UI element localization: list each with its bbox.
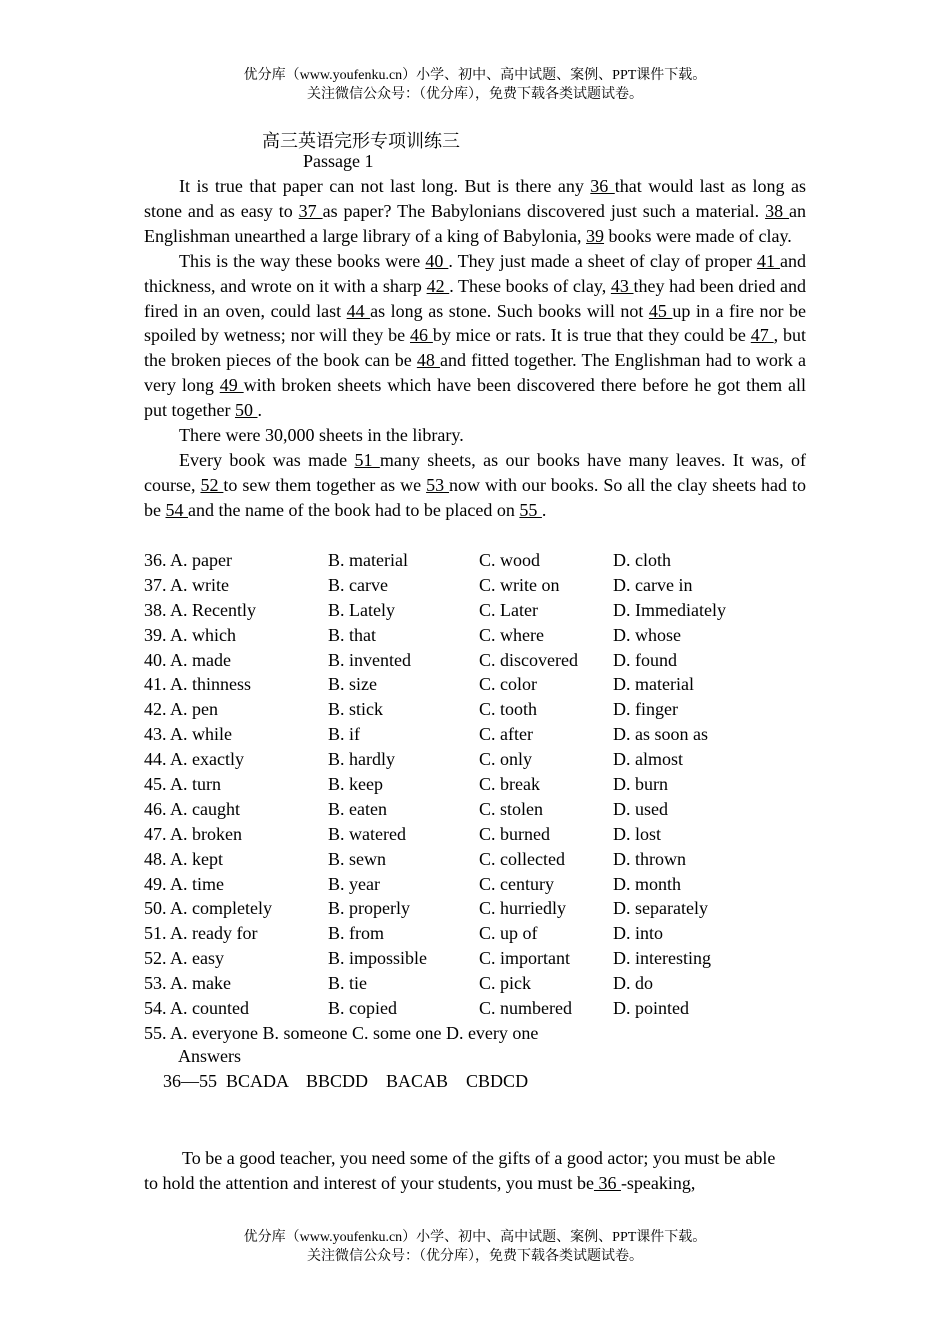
option-choice: B. Lately [328,599,395,620]
option-choice: C. discovered [479,649,578,670]
blank-39: 39 [586,225,605,246]
option-choice: 47. A. broken [144,823,242,844]
option-choice: 39. A. which [144,624,236,645]
header-line-1: 优分库（www.youfenku.cn）小学、初中、高中试题、案例、PPT课件下载。 [243,68,707,83]
option-choice: C. wood [479,550,541,570]
option-choice: D. almost [613,749,683,770]
option-choice: D. whose [613,624,681,645]
option-choice: B. watered [328,823,406,844]
blank-38: 38 [765,200,789,221]
blank-52: 52 [200,474,224,495]
option-choice: 53. A. make [144,973,231,994]
blank-37: 37 [298,200,323,221]
blank-36: 36 [590,176,615,196]
option-choice: B. that [328,624,376,645]
option-choice: C. color [479,674,537,695]
passage-2-paragraph: To be a good teacher, you need some of the gifts of a good actor; you must be able to hold the attention and interest of your students, you must be 36 -speaking, [144,1148,776,1193]
blank-36-passage-2: 36 [593,1172,621,1193]
option-choice: C. stolen [479,798,544,819]
option-choice: B. stick [328,699,384,720]
option-choice: B. impossible [328,948,428,969]
option-choice: B. if [328,724,361,745]
page-header [0,66,950,104]
blank-50: 50 [234,400,258,421]
blank-49: 49 [219,375,244,396]
answers-key: 36—55 BCADA BBCDD BACAB CBDCD [163,1071,529,1091]
paragraph-2: This is the way these books were 40 . They just made a sheet of clay of proper 41 and thickness, and wrote on it with a sharp 42 . These books of clay, 43 they had been dried and fired in an oven, could last 44 as long as stone. Such books will not 45 up in a fire nor be spoiled by wetness; nor will they be 46 by mice or rats. It is true that they could be 47 , but the broken pieces of the book can be 48 and fitted together. The Englishman had to work a very long 49 with broken sheets which have been discovered there before he got them all put together 50 . [144,250,807,421]
blank-54: 54 [165,499,188,520]
option-choice: B. hardly [328,749,395,770]
blank-45: 45 [648,300,673,321]
option-choice: C. break [479,774,540,795]
option-choice: B. size [328,674,377,695]
option-choice: C. century [479,873,554,894]
option-choice: 51. A. ready for [144,923,258,944]
option-choice: C. where [479,624,544,645]
option-choice: B. properly [328,898,410,919]
header-line-2: 关注微信公众号：（优分库），免费下载各类试题试卷。 [307,87,643,102]
option-choice: B. keep [328,774,383,795]
option-choice: D. finger [613,699,678,720]
option-choice: C. tooth [479,699,538,720]
option-choice: D. do [613,973,653,994]
option-choice: B. carve [328,574,388,595]
blank-40: 40 [425,250,449,271]
option-choice: C. write on [479,574,560,595]
option-choice: D. lost [613,823,662,844]
option-choice: B. tie [328,973,367,994]
option-choice: D. pointed [613,998,689,1019]
option-choice: C. Later [479,599,538,620]
paragraph-4: Every book was made 51 many sheets, as our books have many leaves. It was, of course, 52 to sew them together as we 53 now with our books. So all the clay sheets had to be 54 and the name of the book had to be placed on 55 . [144,449,807,520]
blank-42: 42 [426,275,450,296]
blank-53: 53 [426,474,450,495]
option-choice: D. carve in [613,574,693,595]
option-choice: D. Immediately [613,599,726,620]
option-choice: D. used [613,798,668,819]
option-choice: B. invented [328,649,411,670]
option-choice: D. interesting [613,948,711,969]
option-choice: 52. A. easy [144,948,224,969]
option-choice: 44. A. exactly [144,749,244,770]
option-choice: 38. A. Recently [144,599,256,620]
footer-line-1: 优分库（www.youfenku.cn）小学、初中、高中试题、案例、PPT课件下载。 [243,1230,707,1245]
option-choice: D. month [613,873,682,894]
option-choice: C. only [479,749,533,770]
option-choice: C. collected [479,848,565,869]
option-choice: D. as soon as [613,724,708,745]
option-choice: D. cloth [613,550,671,570]
option-choice: B. from [328,923,384,944]
option-choice: D. found [613,649,677,670]
option-choice: C. hurriedly [479,898,566,919]
option-choice: C. after [479,724,533,745]
option-choice: D. separately [613,898,708,919]
option-choice: 54. A. counted [144,998,249,1019]
paragraph-3: There were 30,000 sheets in the library. [179,425,464,446]
option-choice: 37. A. write [144,574,229,595]
option-choice: 41. A. thinness [144,674,252,695]
passage-1 [144,174,806,523]
option-55: 55. A. everyone B. someone C. some one D. every one [144,1022,539,1043]
option-choice: 40. A. made [144,649,231,670]
option-choice: 42. A. pen [144,699,218,720]
blank-51: 51 [354,449,380,470]
option-choice: 43. A. while [144,724,232,745]
option-choice: B. material [328,550,408,570]
blank-41: 41 [756,250,781,271]
option-choice: 45. A. turn [144,774,222,795]
passage-2 [144,1146,784,1196]
option-choice: 46. A. caught [144,798,240,819]
document-title: 高三英语完形专项训练三 [262,131,460,151]
blank-43: 43 [610,275,634,296]
blank-46: 46 [410,325,433,346]
answers-heading: Answers [178,1046,241,1066]
option-choice: B. sewn [328,848,386,869]
blank-44: 44 [346,300,371,321]
option-choice: C. numbered [479,998,572,1019]
option-choice: 49. A. time [144,873,224,894]
option-choice: D. material [613,674,694,695]
paragraph-1: It is true that paper can not last long. But is there any 36 that would last as long as stone and as easy to 37 as paper? The Babylonians discovered just such a material. 38 an Englishman unearthed a large library of a king of Babylonia, 39 books were made of clay. [144,176,806,246]
option-choice: B. eaten [328,798,387,819]
option-choice: C. important [479,948,570,969]
option-choice: C. burned [479,823,550,844]
page-footer [0,1228,950,1266]
option-choice: D. thrown [613,848,686,869]
option-choice: C. up of [479,923,538,944]
option-choice: D. into [613,923,664,944]
blank-48: 48 [416,350,440,371]
option-choice: 50. A. completely [144,898,272,919]
option-choice: B. copied [328,998,397,1019]
option-choice: 36. A. paper [144,550,232,570]
option-choice: C. pick [479,973,531,994]
option-choice: 48. A. kept [144,848,223,869]
blank-47: 47 [750,325,774,346]
blank-55: 55 [519,499,542,520]
passage-label: Passage 1 [303,151,374,171]
footer-line-2: 关注微信公众号：（优分库），免费下载各类试题试卷。 [307,1249,643,1264]
option-choice: B. year [328,873,380,894]
option-choice: D. burn [613,774,668,795]
